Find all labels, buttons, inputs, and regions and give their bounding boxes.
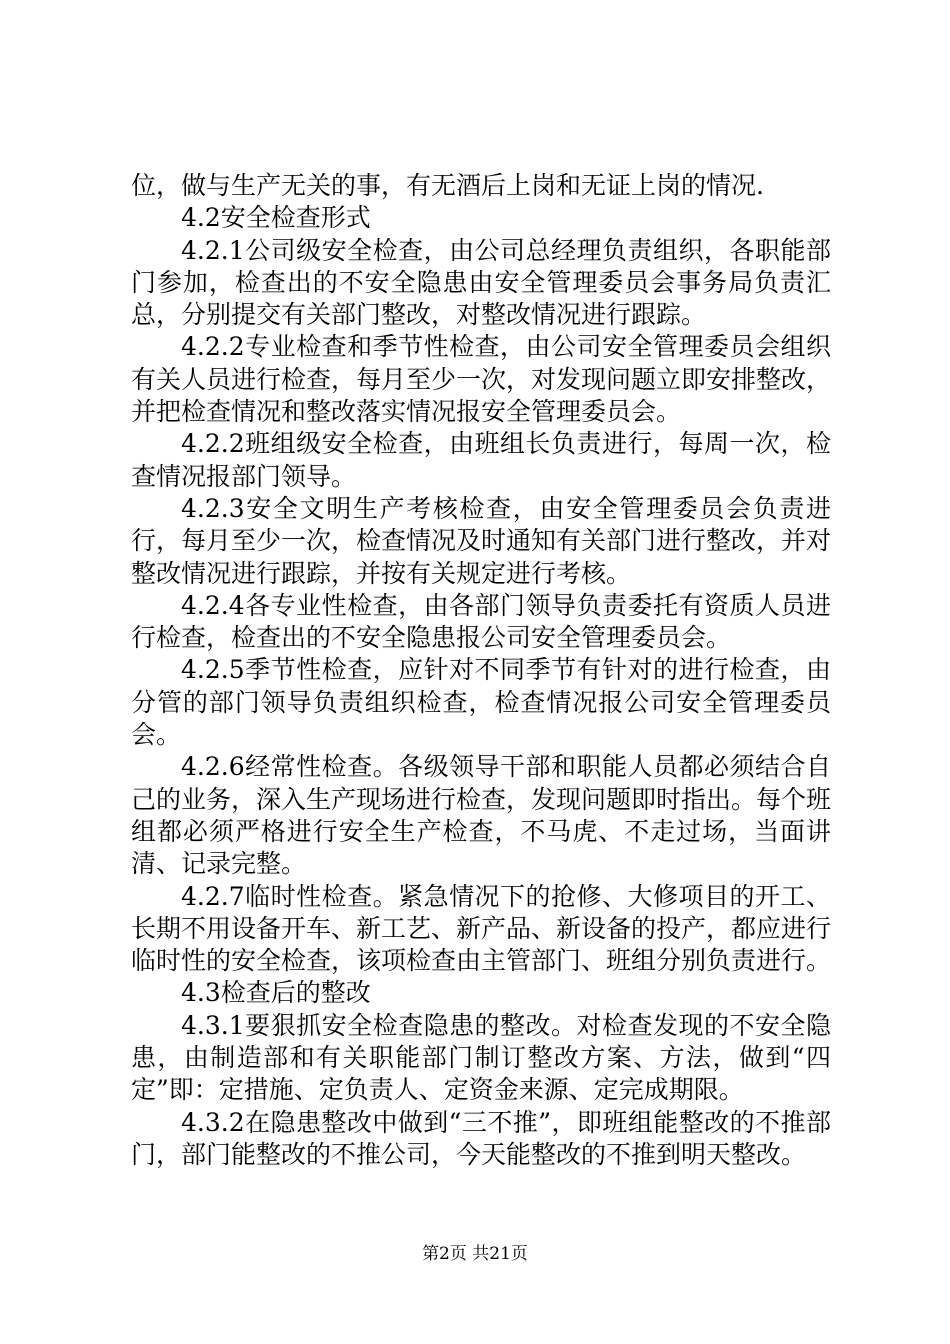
paragraph-4-2-2-team: 4.2.2班组级安全检查，由班组长负责进行，每周一次，检查情况报部门领导。 xyxy=(131,429,831,491)
paragraph-4-2-1: 4.2.1公司级安全检查，由公司总经理负责组织，各职能部门参加，检查出的不安全隐患由安全管理委员会事务局负责汇总，分别提交有关部门整改，对整改情况进行跟踪。 xyxy=(131,235,831,330)
paragraph-4-2-2-professional: 4.2.2专业检查和季节性检查，由公司安全管理委员会组织有关人员进行检查，每月至少一次，对发现问题立即安排整改，并把检查情况和整改落实情况报安全管理委员会。 xyxy=(131,332,832,427)
page-number-label: 第2页 共21页 xyxy=(422,1244,528,1264)
paragraph-continuation: 位，做与生产无关的事，有无酒后上岗和无证上岗的情况. xyxy=(131,171,764,200)
paragraph-4-2-4: 4.2.4各专业性检查，由各部门领导负责委托有资质人员进行检查，检查出的不安全隐患报公司安全管理委员会。 xyxy=(131,590,831,653)
page-footer xyxy=(0,1242,950,1266)
document-body xyxy=(131,170,831,1171)
paragraph-4-3-2: 4.3.2在隐患整改中做到“三不推”，即班组能整改的不推部门，部门能整改的不推公司，今天能整改的不推到明天整改。 xyxy=(131,1107,831,1169)
section-heading-4-2: 4.2安全检查形式 xyxy=(181,203,371,233)
paragraph-4-2-5: 4.2.5季节性检查，应针对不同季节有针对的进行检查，由分管的部门领导负责组织检查，检查情况报公司安全管理委员会。 xyxy=(131,655,831,750)
section-heading-4-3: 4.3检查后的整改 xyxy=(181,978,371,1008)
paragraph-4-2-7: 4.2.7临时性检查。紧急情况下的抢修、大修项目的开工、长期不用设备开车、新工艺、新产品、新设备的投产，都应进行临时性的安全检查，该项检查由主管部门、班组分别负责进行。 xyxy=(131,881,832,976)
paragraph-4-3-1: 4.3.1要狠抓安全检查隐患的整改。对检查发现的不安全隐患，由制造部和有关职能部门制订整改方案、方法，做到“四定”即：定措施、定负责人、定资金来源、定完成期限。 xyxy=(131,1010,831,1105)
paragraph-4-2-6: 4.2.6经常性检查。各级领导干部和职能人员都必须结合自己的业务，深入生产现场进行检查，发现问题即时指出。每个班组都必须严格进行安全生产检查，不马虎、不走过场，当面讲清、记录完整。 xyxy=(131,752,832,879)
paragraph-4-2-3: 4.2.3安全文明生产考核检查，由安全管理委员会负责进行，每月至少一次，检查情况及时通知有关部门进行整改，并对整改情况进行跟踪，并按有关规定进行考核。 xyxy=(131,493,832,588)
